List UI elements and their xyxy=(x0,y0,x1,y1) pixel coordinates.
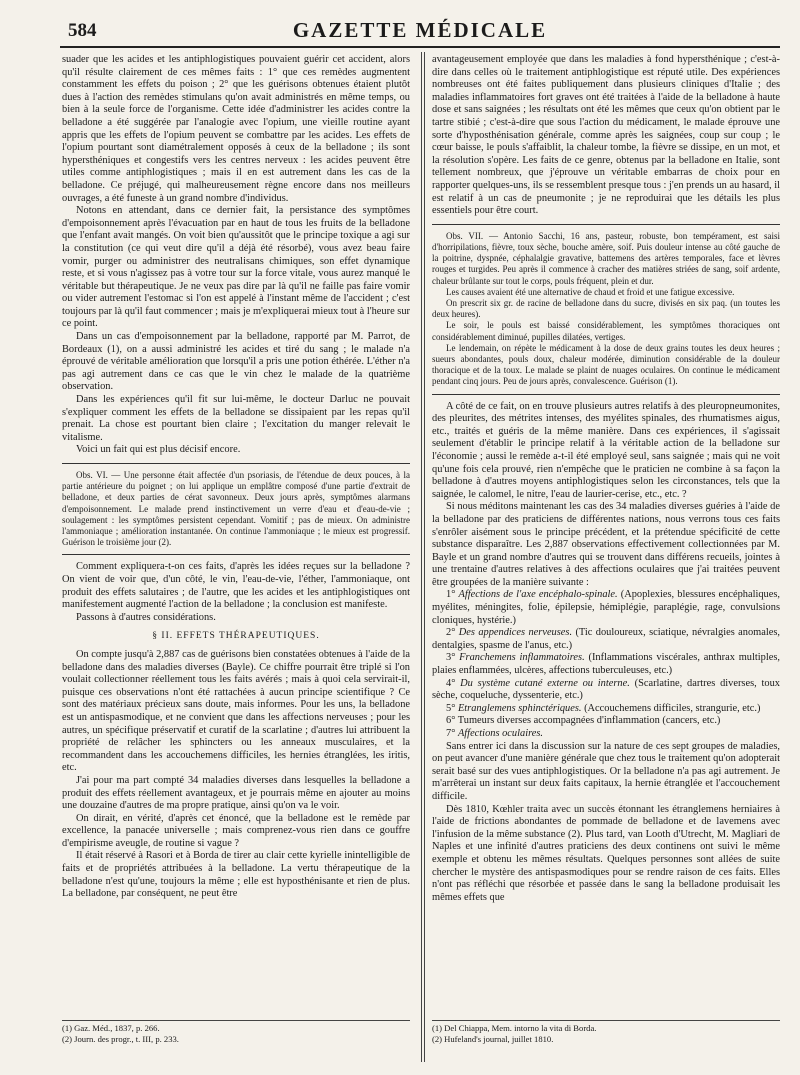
paragraph: avantageusement employée que dans les maladies à fond hypersthénique ; c'est-à-dire dans celles où le traitement antiphlogistique est réputé utile. Des expériences nombreuses ont été faites publiquement dans plusieurs cliniques d'Italie ; des maladies inflammatoires fort graves ont été traitées à l'aide de la belladone à haute dose et sans saignées ; les résultats ont été les mêmes que ceux qu'on obtient par le tartre stibié ; c'est-à-dire que sous l'action du médicament, le malade éprouve une sorte d'hyposthénisation générale, comme après les saignées, coup sur coup ; le cœur baisse, le pouls s'affaiblit, la chaleur tombe, la fièvre se dissipe, en un mot, et la résolution s'opère. Les faits de ce genre, obtenus par la belladone en Italie, sont tellement nombreux, que j'éprouve un véritable embarras de choix pour en rapporter quelques-uns, ils se ressemblent presque tous : j'en prends un au hasard, il est relatif à un cas de pneumonite ; je ne reproduirai que les détails les plus essentiels pour être court. xyxy=(432,54,780,217)
observation-vii-line: Le lendemain, on répète le médicament à la dose de deux grains toutes les deux heures ; sueurs abondantes, pouls doux, chaleur modérée, diminution considérable de la douleur thoracique et de la toux. Le malade se plaint de nuages oculaires. On continue le médicament pendant cinq jours. Peu de jours après, convalescence. Guérison (1). xyxy=(432,342,780,387)
list-item: 4° Du système cutané externe ou interne. (Scarlatine, dartres diverses, toux sèche, coqueluche, dyssenterie, etc.) xyxy=(432,677,780,702)
observation-vi: Obs. VI. — Une personne était affectée d'un psoriasis, de l'étendue de deux pouces, à la partie antérieure du poignet ; on lui applique un emplâtre composé d'une partie d'extrait de belladone, et deux parties de cérat savonneux. Deux jours après, symptômes alarmans d'empoisonnement. Le malade prend instinctivement un verre d'eau et d'eau-de-vie ; soulagement : les symptômes persistent cependant. Vomitif ; pas de mieux. On administre l'ammoniaque ; amélioration instantanée. On continue l'ammoniaque ; le mieux est progressif. Guérison le troisième jour (2). xyxy=(62,470,410,548)
paragraph: A côté de ce fait, on en trouve plusieurs autres relatifs à des pleuropneumonites, des pleurites, des métrites intenses, des myélites spinales, des rhumatismes aigus, etc., traités et guéris de la même manière. Dans ces expériences, il s'agissait seulement d'établir le principe relatif à la véritable action de la belladone sur l'économie ; aussi le remède a-t-il été employé seul, sans saignée ; mais qui ne voit qu'une fois cela prouvé, rien n'empêche que le praticien ne combine à sa façon la belladone à d'autres moyens antiphlogistiques selon les circonstances, tels que la saignée, le calomel, le nitre, l'eau de laurier-cerise, etc., etc. ? xyxy=(432,400,780,500)
paragraph: Dans les expériences qu'il fit sur lui-même, le docteur Darluc ne pouvait s'expliquer comment les effets de la belladone se dissipaient par les repas qu'il prenait. La chose est pourtant bien claire ; l'excitation du manger relevait le vitalisme. xyxy=(62,394,410,443)
footnotes-left xyxy=(62,1020,410,1045)
divider xyxy=(432,394,780,395)
paragraph: Si nous méditons maintenant les cas des 34 maladies diverses guéries à l'aide de la belladone par des praticiens de différentes nations, nous verrons tous ces faits s'enrôler aisément sous le principe précédent, et la prétendue spécificité de cette substance disparaître. Les 2,887 observations effectivement collectionnées par M. Bayle et un grand nombre d'autres qui se trouvent dans différens recueils, jointes à une trentaine d'autres relatives à des affections oculaires que j'ai traitées peuvent être groupées de la manière suivante : xyxy=(432,501,780,588)
right-column xyxy=(432,54,780,1014)
divider xyxy=(62,463,410,464)
page-header xyxy=(60,16,780,48)
footnotes-right xyxy=(432,1020,780,1045)
list-item: 3° Franchemens inflammatoires. (Inflammations viscérales, anthrax multiples, plaies enflammées, ulcères, affections tuberculeuses, etc.) xyxy=(432,652,780,677)
list-item: 1° Affections de l'axe encéphalo-spinale. (Apoplexies, blessures encéphaliques, myélites, méningites, folie, épilepsie, hémiplégie, paraplégie, rage, convulsions cloniques, hystérie.) xyxy=(432,589,780,626)
paragraph: Notons en attendant, dans ce dernier fait, la persistance des symptômes d'empoisonnement après l'évacuation par en haut de tous les fruits de la belladone que l'enfant avait mangés. On voit bien qu'aussitôt que le principe toxique a agi sur la constitution (ce qui veut dire qu'il a déjà été résorbé), vous avez beau faire vomir, purger ou administrer des neutralisans chimiques, son effet dynamique reste, et si vous n'agissez pas à votre tour sur la force vitale, vous aurez manqué le véritable but thérapeutique. Je ne veux pas dire par là qu'il ne faille pas faire vomir ou vider autrement l'estomac si l'on est appelé à l'instant même de l'accident ; c'est toujours par là qu'il faut commencer ; mais je m'expliquerai mieux tout à l'heure sur ce point. xyxy=(62,205,410,330)
list-item: 2° Des appendices nerveuses. (Tic douloureux, sciatique, névralgies anomales, dentalgies, spasme de l'anus, etc.) xyxy=(432,627,780,651)
list-item: 7° Affections oculaires. xyxy=(446,728,543,739)
paragraph: Dans un cas d'empoisonnement par la belladone, rapporté par M. Parrot, de Bordeaux (1), on a aussi administré les acides et tiré du sang ; le malade n'a éprouvé de véritable amélioration que lorsqu'il a pris une potion éthérée. L'éther n'a pas agi autrement dans ce cas que le vin chez le malade de la quatrième observation. xyxy=(62,331,410,393)
paragraph: Passons à d'autres considérations. xyxy=(76,611,216,623)
footnote: (2) Journ. des progr., t. III, p. 233. xyxy=(62,1034,179,1044)
footnote: (2) Hufeland's journal, juillet 1810. xyxy=(432,1034,554,1044)
list-item: 6° Tumeurs diverses accompagnées d'inflammation (cancers, etc.) xyxy=(446,715,721,727)
paragraph: Comment expliquera-t-on ces faits, d'après les idées reçues sur la belladone ? On vient de voir que, d'un côté, le vin, l'eau-de-vie, l'éther, l'ammoniaque, ont produit des effets salutaires ; de l'autre, que les acides et les antiphlogistiques ont manifestement augmenté l'action de la belladone ; la conclusion est manifeste. xyxy=(62,561,410,611)
paragraph: Sans entrer ici dans la discussion sur la nature de ces sept groupes de maladies, on peut avancer d'une manière générale que chez tous le traitement qu'on adopterait serait basé sur des vues antiphlogistiques. Or la belladone n'a pas agi autrement. Je m'arrêterai un instant sur deux faits capitaux, la hernie étranglée et l'accouchement difficile. xyxy=(432,740,780,802)
journal-title: GAZETTE MÉDICALE xyxy=(292,18,548,42)
paragraph: On compte jusqu'à 2,887 cas de guérisons bien constatées obtenues à l'aide de la belladone dans des maladies diverses (Bayle). Ce chiffre pourrait être triplé si l'on voulait collectionner réellement tous les faits avérés ; mais à quoi cela servirait-il, puisque ces observations n'ont été rattachées à aucun principe scientifique ? Ce sont des matériaux précieux sans doute, mais informes. Pour les uns, la belladone est un antispasmodique, et ne convient que dans les affections nerveuses ; pour les autres, un spécifique préservatif et curatif de la scarlatine ; d'autres lui attribuent la propriété de relâcher les sphincters ou les anneaux musculaires, et la recommandent dans les accouchemens difficiles, les hernies étranglées, les iritis, etc. xyxy=(62,648,410,774)
column-rule xyxy=(421,52,422,1062)
observation-vii-line: Le soir, le pouls est baissé considérablement, les symptômes thoraciques ont considérablement diminué, pupilles dilatées, vertiges. xyxy=(432,320,780,342)
paragraph: suader que les acides et les antiphlogistiques pouvaient guérir cet accident, alors qu'il résulte clairement de ces mêmes faits : 1° que ces remèdes augmentent constamment les effets du poison ; 2° que les guérisons obtenues étaient plutôt dues à l'action des remèdes stimulans qu'on avait administrés en même temps, ou bien à la seule force de l'organisme. Cette idée d'administrer les acides contre la belladone a été suggérée par l'analogie avec l'opium, une vieille routine ayant appris que les effets de l'opium peuvent se combattre par les acides. Les effets de l'opium pourtant sont diamétralement opposés à ceux de la belladone ; ils sont hypersthéniques et congestifs vers les centres nerveux : les acides peuvent être utiles comme antiphlogistiques ; mais il en est autrement dans les cas de la belladone. Ce préjugé, qui malheureusement règne encore dans nos meilleurs ouvrages, a été funeste à un grand nombre d'individus. xyxy=(62,54,410,204)
column-rule xyxy=(424,52,425,1062)
observation-vii: Obs. VII. — Antonio Sacchi, 16 ans, pasteur, robuste, bon tempérament, est saisi d'horripilations, fièvre, toux sèche, bouche amère, soif. Puis douleur intense au côté gauche de la poitrine, dyspnée, céphalalgie gravative, battemens des artères temporales, face et lèvres rouges et turgides. Peu après il commence à cracher des matières striées de sang, soif ardente, chaleur brûlante sur tout le corps, pouls fréquent, plein et dur. xyxy=(432,230,780,286)
footnote: (1) Gaz. Méd., 1837, p. 266. xyxy=(62,1023,160,1033)
disease-group-list xyxy=(432,589,780,740)
footnote: (1) Del Chiappa, Mem. intorno la vita di Borda. xyxy=(432,1023,597,1033)
paragraph: Dès 1810, Kœhler traita avec un succès étonnant les étranglemens herniaires à l'aide de frictions abondantes de pommade de belladone et de lavemens avec l'infusion de la même substance (2). Plus tard, van Looth d'Utrecht, M. Magliari de Naples et une infinité d'autres praticiens des deux continens ont suivi le même exemple et obtenu les mêmes résultats. Quelques personnes sont allées de suite chercher le mystère des antispasmodiques pour se rendre raison de ces faits. Elles n'ont pas réfléchi que résorbée et passée dans le sang la belladone produisait les mêmes effets que xyxy=(432,803,780,903)
list-item: 5° Etranglemens sphinctériques. (Accouchemens difficiles, strangurie, etc.) xyxy=(446,702,761,714)
left-column xyxy=(62,54,410,1014)
divider xyxy=(432,224,780,225)
divider xyxy=(62,554,410,555)
paragraph: Voici un fait qui est plus décisif encore. xyxy=(76,444,241,456)
page-number: 584 xyxy=(68,20,97,41)
paragraph: J'ai pour ma part compté 34 maladies diverses dans lesquelles la belladone a produit des effets réellement avantageux, et je pourrais même en ajouter au moins une douzaine d'autres de ma propre pratique, ainsi qu'on va le voir. xyxy=(62,774,410,812)
observation-vii-line: Les causes avaient été une alternative de chaud et froid et une fatigue excessive. xyxy=(446,286,735,297)
paragraph: On dirait, en vérité, d'après cet énoncé, que la belladone est le remède par excellence, la panacée universelle ; mais comprenez-vous rien dans ce gouffre d'empirisme aveugle, de routine si vague ? xyxy=(62,812,410,849)
paragraph: Il était réservé à Rasori et à Borda de tirer au clair cette kyrielle inintelligible de faits et de propriétés attribuées à la belladone. La vertu thérapeutique de la belladone n'est qu'une, toujours la même ; elle est hyposthénisante et rien de plus. La belladone, par conséquent, ne peut être xyxy=(62,850,410,900)
observation-vii-line: On prescrit six gr. de racine de belladone dans du sucre, divisés en six paq. (un toutes les deux heures). xyxy=(432,297,780,320)
section-heading: § II. EFFETS THÉRAPEUTIQUES. xyxy=(152,631,320,642)
